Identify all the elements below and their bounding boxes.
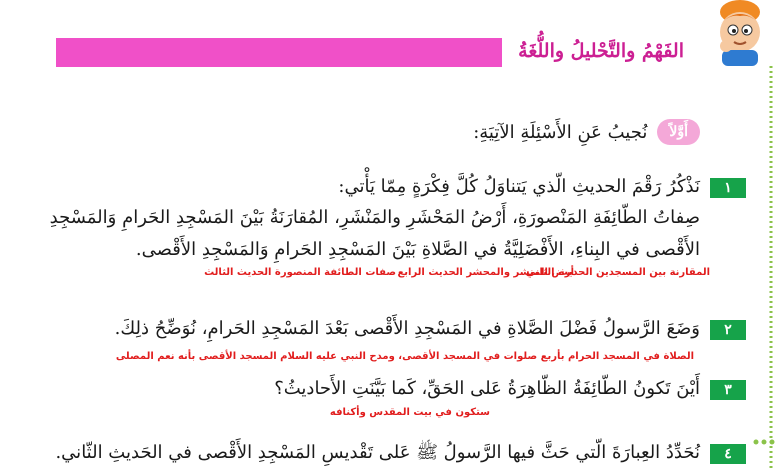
- section-title: الفَهْمُ والتَّحْليلُ واللُّغَةُ: [502, 35, 698, 67]
- question-2-text: وَضَعَ الرَّسولُ فَضْلَ الصَّلاةِ في المَسْجِدِ الأَقْصى بَعْدَ المَسْجِدِ الحَرامِ، نُوَضِّحُ ذلِكَ.: [114, 318, 700, 339]
- exercise-heading: [473, 118, 700, 146]
- section-title-bar: [56, 38, 698, 67]
- thinking-boy-icon: [706, 0, 770, 66]
- question-1-text-line-3: الأَقْصى في البِناءِ، الأَفْضَلِيَّةُ في الصَّلاةِ بَيْنَ المَسْجِدِ الحَرامِ وَالمَسْجِدِ الأَقْصى.: [135, 239, 700, 260]
- question-1-text-line-2: صِفاتُ الطّائِفَةِ المَنْصورَةِ، أَرْضُ المَحْشَرِ والمَنْشَرِ، المُقارَنَةُ بَيْنَ المَسْجِدِ الحَرامِ وَالمَسْجِدِ: [49, 207, 700, 228]
- green-dots-icon: [750, 432, 780, 470]
- question-number-2: ٢: [710, 320, 746, 340]
- question-3-text: أَيْنَ تَكونُ الطّائِفَةُ الظّاهِرَةُ عَلى الحَقِّ، كَما بَيَّنَتِ الأَحاديثُ؟: [274, 378, 700, 399]
- answer-1a: صفات الطائفة المنصورة الحديث الثالث: [204, 267, 396, 278]
- margin-accent-line: [768, 66, 774, 470]
- section-instruction: نُجيبُ عَنِ الأَسْئِلَةِ الآتِيَةِ:: [473, 121, 648, 143]
- question-number-3: ٣: [710, 380, 746, 400]
- answer-3: ستكون في بيت المقدس وأكنافه: [329, 407, 490, 418]
- section-badge: أَوَّلاً: [657, 119, 700, 145]
- question-4-text: نُحَدِّدُ العِبارَةَ الّتي حَثَّ فيها الرَّسولُ ﷺ عَلى تَقْديسِ المَسْجِدِ الأَقْصى في الحَديثِ الثّاني.: [55, 442, 700, 463]
- answer-2: الصلاة في المسجد الحرام بأربع صلوات في المسجد الأقصى، ومدح النبي عليه السلام المسجد الأقصى بأنه نعم المصلى: [115, 351, 694, 362]
- question-number-4: ٤: [710, 444, 746, 464]
- question-number-1: ١: [710, 178, 746, 198]
- question-1-prompt: نَذْكُرُ رَقْمَ الحديثِ الّذي يَتناوَلُ كُلَّ فِكْرَةٍ مِمّا يَأْتي:: [338, 176, 700, 197]
- answer-1b: أرض المنشر والمحشر الحديث الرابع: [397, 267, 574, 278]
- answer-1c: المقارنة بين المسجدين الحديث الثاني: [525, 267, 710, 278]
